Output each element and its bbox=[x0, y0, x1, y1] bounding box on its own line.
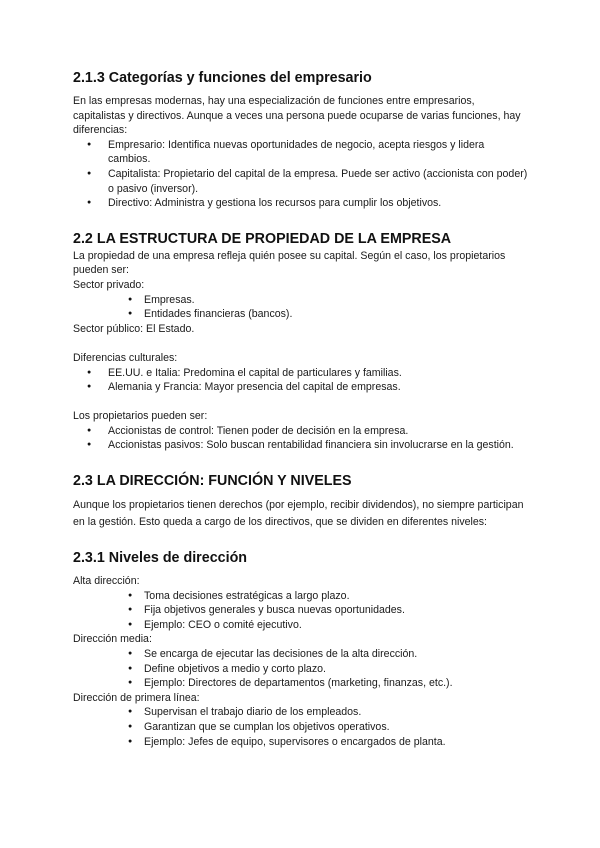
paragraph-2-3-intro: Aunque los propietarios tienen derechos (por ejemplo, recibir dividendos), no siempre participan en la gestión. Esto queda a cargo de los directivos, que se dividen en diferentes niveles: bbox=[73, 499, 524, 528]
heading-2-1-3: 2.1.3 Categorías y funciones del empresario bbox=[73, 70, 372, 86]
list-item: ● Ejemplo: Directores de departamentos (marketing, finanzas, etc.). bbox=[73, 676, 528, 691]
list-middle-management bbox=[73, 647, 528, 691]
list-top-management bbox=[73, 589, 528, 633]
paragraph-2-1-3-intro: En las empresas modernas, hay una especialización de funciones entre empresarios, capitalistas y directivos. Aunque a veces una persona puede ocuparse de varias funciones, hay diferencias: bbox=[73, 95, 521, 137]
list-front-line-management bbox=[73, 705, 528, 749]
list-item: ● Garantizan que se cumplan los objetivos operativos. bbox=[73, 720, 528, 735]
list-item: ● Fija objetivos generales y busca nuevas oportunidades. bbox=[73, 603, 528, 618]
document-page bbox=[73, 68, 528, 749]
heading-2-3: 2.3 LA DIRECCIÓN: FUNCIÓN Y NIVELES bbox=[73, 473, 352, 490]
list-item: ● Ejemplo: CEO o comité ejecutivo. bbox=[73, 618, 528, 633]
label-cultural-differences: Diferencias culturales: bbox=[73, 351, 178, 364]
list-item: ● Accionistas de control: Tienen poder de decisión en la empresa. bbox=[73, 424, 528, 439]
paragraph-2-2-intro: La propiedad de una empresa refleja quién posee su capital. Según el caso, los propietarios pueden ser: bbox=[73, 249, 506, 277]
heading-2-3-1: 2.3.1 Niveles de dirección bbox=[73, 550, 248, 567]
label-private-sector: Sector privado: bbox=[73, 278, 145, 291]
list-item: ● Ejemplo: Jefes de equipo, supervisores o encargados de planta. bbox=[73, 735, 528, 750]
list-item: ● Alemania y Francia: Mayor presencia del capital de empresas. bbox=[73, 380, 528, 395]
label-front-line-management: Dirección de primera línea: bbox=[73, 691, 200, 704]
list-owners bbox=[73, 424, 528, 453]
label-public-sector: Sector público: El Estado. bbox=[73, 322, 195, 335]
list-item: ● Toma decisiones estratégicas a largo plazo. bbox=[73, 589, 528, 604]
list-item: ● Accionistas pasivos: Solo buscan rentabilidad financiera sin involucrarse en la gestión. bbox=[73, 438, 528, 453]
label-top-management: Alta dirección: bbox=[73, 575, 140, 588]
list-item: ● Se encarga de ejecutar las decisiones de la alta dirección. bbox=[73, 647, 528, 662]
list-item: ● Entidades financieras (bancos). bbox=[73, 307, 528, 322]
list-private-sector bbox=[73, 293, 528, 322]
list-item: ● Supervisan el trabajo diario de los empleados. bbox=[73, 705, 528, 720]
label-owners: Los propietarios pueden ser: bbox=[73, 410, 208, 423]
list-item: ● Empresario: Identifica nuevas oportunidades de negocio, acepta riesgos y lidera cambios. bbox=[73, 138, 528, 167]
list-functions bbox=[73, 138, 528, 211]
list-cultural-differences bbox=[73, 366, 528, 395]
list-item: ● EE.UU. e Italia: Predomina el capital de particulares y familias. bbox=[73, 366, 528, 381]
heading-2-2: 2.2 LA ESTRUCTURA DE PROPIEDAD DE LA EMPRESA bbox=[73, 230, 452, 247]
list-item: ● Empresas. bbox=[73, 293, 528, 308]
label-middle-management: Dirección media: bbox=[73, 633, 152, 646]
list-item: ● Define objetivos a medio y corto plazo. bbox=[73, 662, 528, 677]
list-item: ● Capitalista: Propietario del capital de la empresa. Puede ser activo (accionista con poder) o pasivo (inversor). bbox=[73, 167, 528, 196]
list-item: ● Directivo: Administra y gestiona los recursos para cumplir los objetivos. bbox=[73, 196, 528, 211]
